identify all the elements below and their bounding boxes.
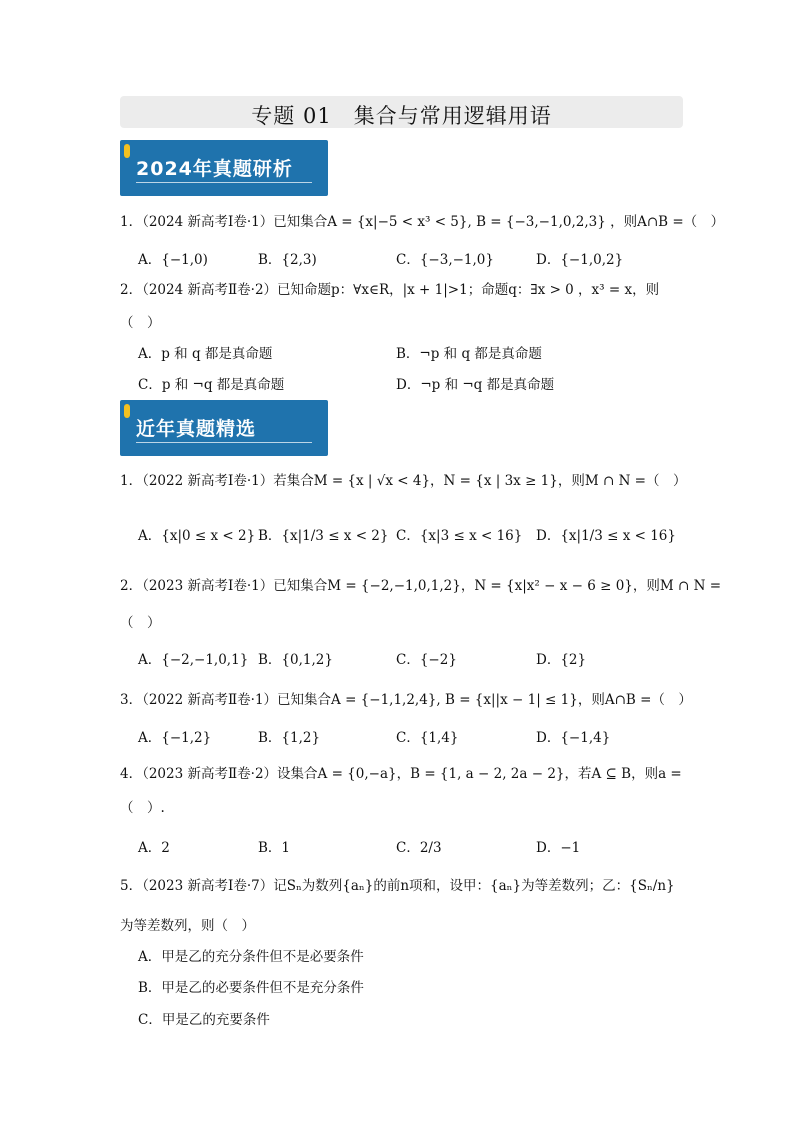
question-stem-continued: （ ） [120, 315, 161, 331]
option-c: C．甲是乙的充要条件 [138, 1012, 270, 1028]
question-stem-continued: （ ） [120, 615, 161, 631]
option-c: C．2/3 [396, 840, 442, 856]
option-d: D．¬p 和 ¬q 都是真命题 [396, 377, 555, 393]
page-title-bar [120, 96, 683, 128]
section-banner-label: 近年真题精选 [136, 418, 257, 440]
question-stem-continued: 为等差数列，则（ ） [120, 918, 255, 934]
option-c: C．{−2} [396, 652, 457, 668]
option-d: D．−1 [536, 840, 581, 856]
option-d: D．{−1,4} [536, 730, 611, 746]
option-c: C．{−3,−1,0} [396, 252, 494, 268]
banner-underline [136, 182, 312, 183]
option-a: A．2 [138, 840, 170, 856]
option-b: B．{x|1/3 ≤ x < 2} [258, 528, 389, 544]
section-banner-label: 2024年真题研析 [136, 158, 293, 180]
option-a: A．p 和 q 都是真命题 [138, 346, 273, 362]
option-a: A．甲是乙的充分条件但不是必要条件 [138, 949, 364, 965]
question-stem: 1．（2024 新高考Ⅰ卷·1）已知集合A = {x|−5 < x³ < 5}, B = {−3,−1,0,2,3} ，则A∩B =（ ） [120, 214, 725, 230]
question-stem: 1．（2022 新高考Ⅰ卷·1）若集合M = {x | √x < 4}，N = {x | 3x ≥ 1}，则M ∩ N =（ ） [120, 473, 687, 489]
option-c: C．p 和 ¬q 都是真命题 [138, 377, 285, 393]
banner-underline [136, 442, 312, 443]
option-d: D．{−1,0,2} [536, 252, 624, 268]
question-stem: 5．（2023 新高考Ⅰ卷·7）记Sₙ为数列{aₙ}的前n项和，设甲：{aₙ}为等差数列；乙：{Sₙ/n} [120, 878, 675, 894]
pin-icon [124, 404, 130, 418]
option-b: B．{2,3) [258, 252, 317, 268]
question-stem: 3．（2022 新高考Ⅱ卷·1）已知集合A = {−1,1,2,4}, B = {x||x − 1| ≤ 1}，则A∩B =（ ） [120, 692, 692, 708]
question-stem: 2．（2024 新高考Ⅱ卷·2）已知命题p：∀x∈R，|x + 1|>1；命题q：∃x > 0 ，x³ = x，则 [120, 282, 660, 298]
option-c: C．{x|3 ≤ x < 16} [396, 528, 523, 544]
option-a: A．{−2,−1,0,1} [138, 652, 249, 668]
option-d: D．{x|1/3 ≤ x < 16} [536, 528, 676, 544]
option-b: B．{1,2} [258, 730, 321, 746]
question-stem-continued: （ ）. [120, 800, 165, 816]
section-banner-2024 [120, 140, 328, 196]
page-title: 专题 01 集合与常用逻辑用语 [251, 104, 552, 128]
option-a: A．{−1,0) [138, 252, 208, 268]
question-stem: 2．（2023 新高考Ⅰ卷·1）已知集合M = {−2,−1,0,1,2}，N = {x|x² − x − 6 ≥ 0}，则M ∩ N = [120, 578, 722, 594]
option-b: B．{0,1,2} [258, 652, 333, 668]
pin-icon [124, 144, 130, 158]
question-stem: 4．（2023 新高考Ⅱ卷·2）设集合A = {0,−a}，B = {1, a − 2, 2a − 2}，若A ⊆ B，则a = [120, 766, 682, 782]
option-a: A．{−1,2} [138, 730, 212, 746]
option-b: B．1 [258, 840, 291, 856]
option-d: D．{2} [536, 652, 587, 668]
option-c: C．{1,4} [396, 730, 459, 746]
section-banner-recent [120, 400, 328, 456]
option-b: B．甲是乙的必要条件但不是充分条件 [138, 980, 364, 996]
option-a: A．{x|0 ≤ x < 2} [138, 528, 256, 544]
option-b: B．¬p 和 q 都是真命题 [396, 346, 542, 362]
